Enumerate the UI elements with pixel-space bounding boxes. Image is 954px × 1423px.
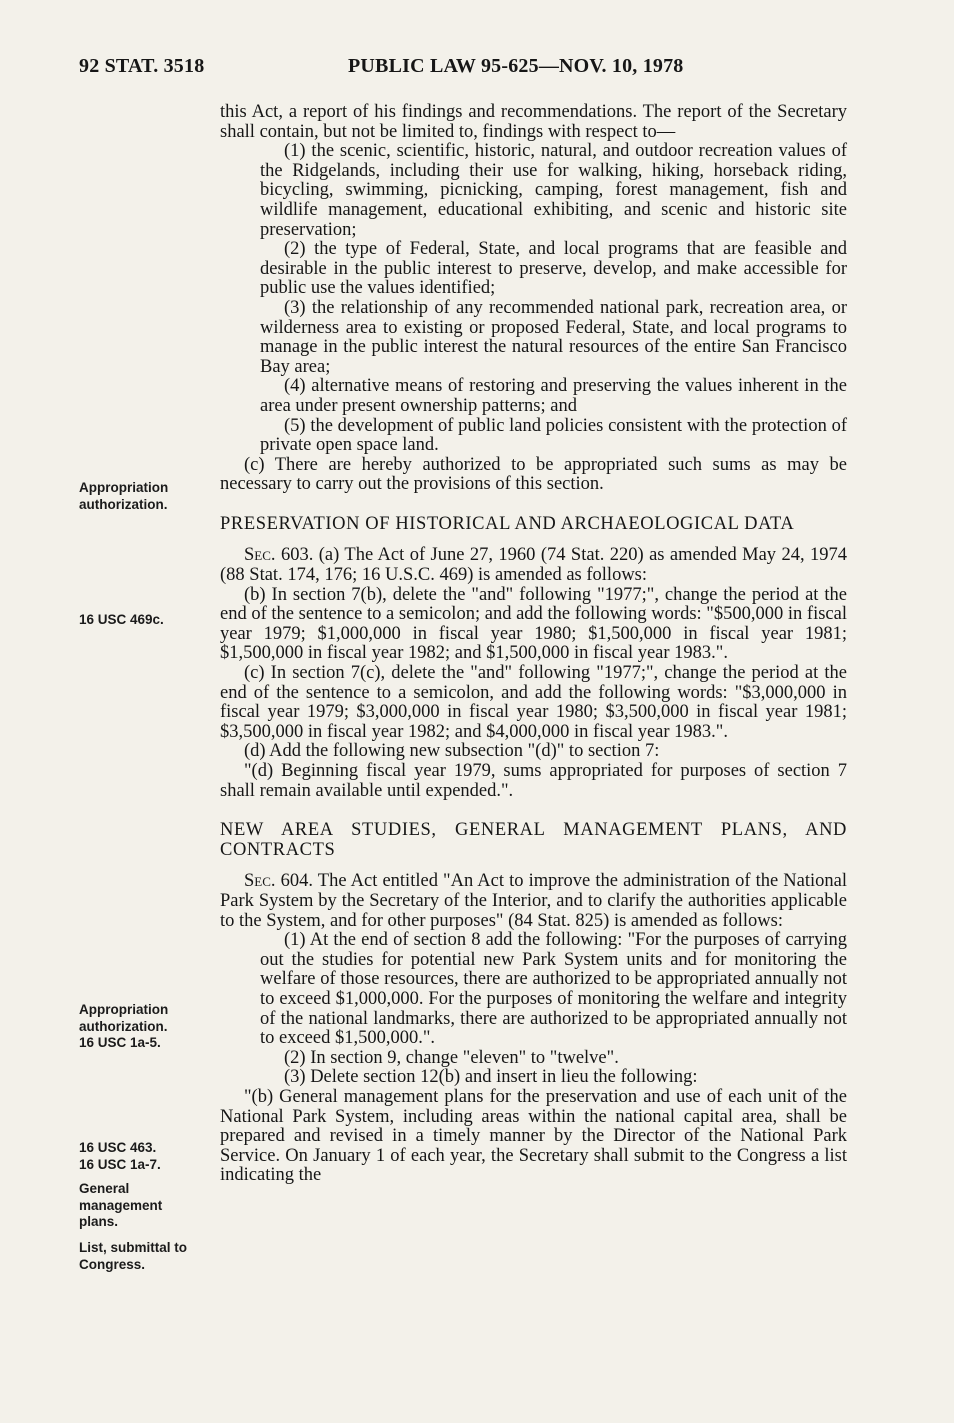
margin-note-appropriation-2	[79, 1002, 168, 1052]
margin-note-line: Appropriation	[79, 1002, 169, 1017]
paragraph-604-1: (1) At the end of section 8 add the following: "For the purposes of carrying out the studies for potential new Park System units and for monitoring the welfare of those resources, there are authorized to be appropriated annually not to exceed $1,000,000. For the purposes of monitoring the welfare and integrity of the national landmarks, there are authorized to be appropriated annually not to exceed $1,500,000.".	[260, 930, 847, 1049]
section-heading-preservation: PRESERVATION OF HISTORICAL AND ARCHAEOLOGICAL DATA	[220, 513, 795, 534]
margin-note-line: General	[79, 1181, 130, 1196]
margin-note-line: Appropriation	[79, 480, 169, 495]
statute-page-number: 92 STAT. 3518	[79, 55, 205, 77]
paragraph-subsection-c: (c) There are hereby authorized to be appropriated such sums as may be necessary to carry out the provisions of this section.	[220, 454, 847, 495]
margin-note-line: management	[79, 1197, 163, 1213]
paragraph-intro: this Act, a report of his findings and recommendations. The report of the Secretary shall contain, but not be limited to, findings with respect to—	[220, 102, 847, 142]
margin-note-line: List, submittal to	[79, 1240, 187, 1255]
list-item-2: (2) the type of Federal, State, and local programs that are feasible and desirable in the public interest to preserve, develop, and make accessible for public use the values identified;	[260, 239, 847, 299]
list-item-4: (4) alternative means of restoring and preserving the values inherent in the area under present ownership patterns; and	[260, 376, 847, 416]
paragraph-603-d-quote: "(d) Beginning fiscal year 1979, sums appropriated for purposes of section 7 shall remain available until expended.".	[220, 761, 847, 801]
margin-note-line: plans.	[79, 1214, 119, 1229]
paragraph-603-b: (b) In section 7(b), delete the "and" following "1977;", change the period at the end of the sentence to a semicolon; and add the following words: "$500,000 in fiscal year 1979; $1,000,000 in fiscal year 1980; $1,500,000 in fiscal year 1981; $1,500,000 in fiscal year 1982; and $1,500,000 in fiscal year 1983.".	[220, 584, 847, 664]
margin-note-16usc469c	[79, 612, 164, 629]
section-label: Sec.	[244, 545, 276, 566]
margin-note-line: 16 USC 463.	[79, 1140, 157, 1155]
list-item-1: (1) the scenic, scientific, historic, natural, and outdoor recreation values of the Ridgelands, including their use for walking, hiking, horseback riding, bicycling, swimming, picnicking, camping, forest management, fish and wildlife management, educational exhibiting, and scenic and historic site preservation;	[260, 141, 847, 240]
margin-note-line: authorization.	[79, 496, 168, 512]
paragraph-603-d: (d) Add the following new subsection "(d)" to section 7:	[244, 741, 660, 762]
paragraph-603-c: (c) In section 7(c), delete the "and" following "1977;", change the period at the end of the sentence to a semicolon, and add the following words: "$3,000,000 in fiscal year 1979; $3,000,000 in fiscal year 1980; $3,500,000 in fiscal year 1981; $3,500,000 in fiscal year 1982; and $4,000,000 in fiscal year 1983.".	[220, 663, 847, 742]
margin-note-line: 16 USC 1a-5.	[79, 1035, 161, 1050]
paragraph-604-3: (3) Delete section 12(b) and insert in lieu the following:	[284, 1067, 698, 1088]
paragraph-sec-603	[220, 546, 847, 585]
margin-note-general-management-plans	[79, 1181, 162, 1231]
sec-603-text: 603. (a) The Act of June 27, 1960 (74 Stat. 220) as amended May 24, 1974 (88 Stat. 174, 176; 16 U.S.C. 469) is amended as follows:	[220, 545, 848, 586]
page-header-title: PUBLIC LAW 95-625—NOV. 10, 1978	[348, 55, 684, 77]
margin-note-list-submittal	[79, 1240, 187, 1273]
paragraph-604-b-quote: "(b) General management plans for the preservation and use of each unit of the National Park System, including areas within the national capital area, shall be prepared and revised in a timely manner by the Director of the National Park Service. On January 1 of each year, the Secretary shall submit to the Congress a list indicating the	[220, 1086, 847, 1186]
margin-note-line: authorization.	[79, 1018, 168, 1034]
margin-note-usc-references	[79, 1140, 161, 1173]
section-heading-new-area-studies: NEW AREA STUDIES, GENERAL MANAGEMENT PLANS, AND CONTRACTS	[220, 820, 847, 860]
margin-note-appropriation-1	[79, 480, 168, 513]
list-item-5: (5) the development of public land policies consistent with the protection of private open space land.	[260, 415, 847, 456]
list-item-3: (3) the relationship of any recommended national park, recreation area, or wilderness area to existing or proposed Federal, State, and local programs to manage in the public interest the natural resources of the entire San Francisco Bay area;	[260, 297, 847, 377]
margin-note-line: 16 USC 1a-7.	[79, 1156, 161, 1172]
section-label: Sec.	[244, 871, 276, 892]
paragraph-sec-604	[220, 872, 847, 931]
margin-note-line: Congress.	[79, 1256, 146, 1272]
sec-604-text: 604. The Act entitled "An Act to improve the administration of the National Park System by the Secretary of the Interior, and to clarify the authorities applicable to the System, and for other purposes" (84 Stat. 825) is amended as follows:	[220, 871, 847, 931]
paragraph-604-2: (2) In section 9, change "eleven" to "twelve".	[284, 1047, 619, 1068]
margin-note-line: 16 USC 469c.	[79, 612, 164, 627]
body-text-column	[220, 103, 847, 1186]
